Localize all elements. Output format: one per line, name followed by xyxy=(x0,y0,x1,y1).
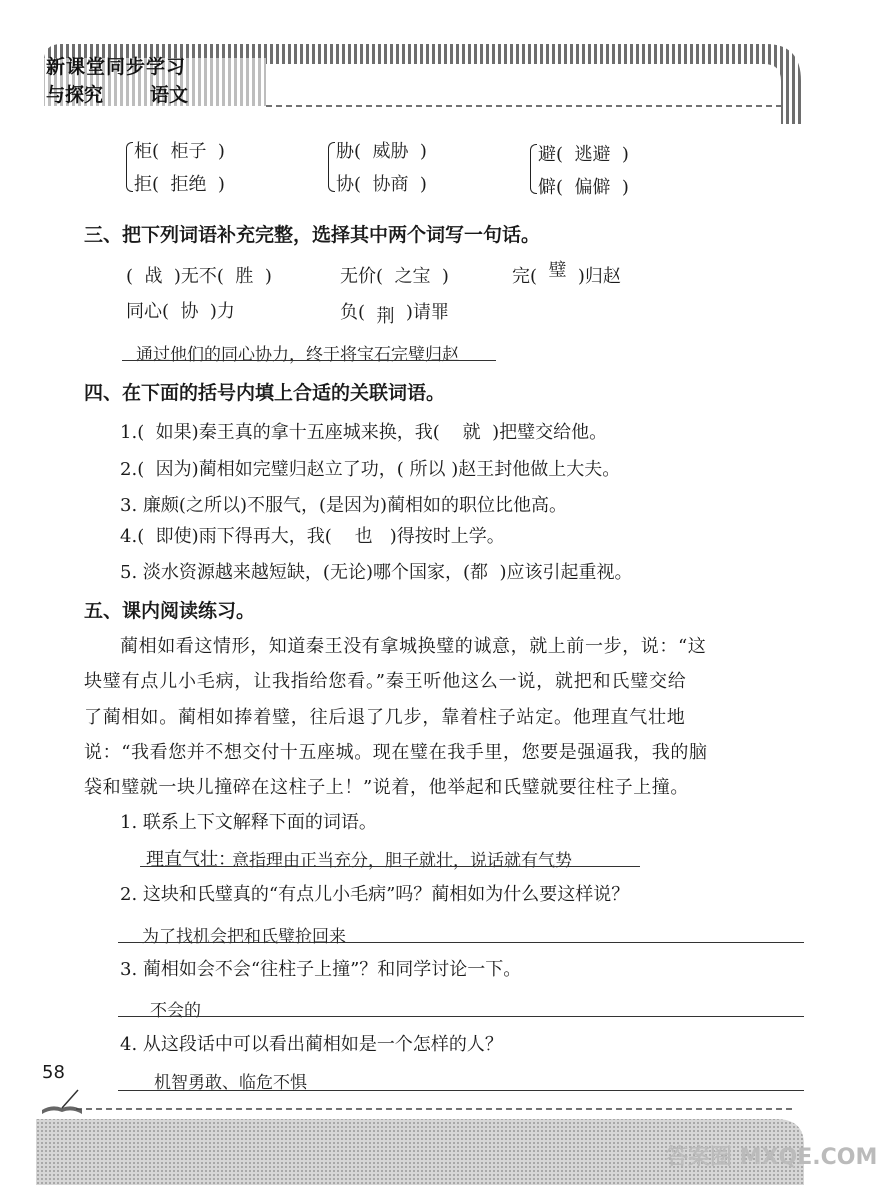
answer-line xyxy=(118,942,804,943)
passage-line: 块璧有点儿小毛病，让我指给您看。”秦王听他这么一说，就把和氏璧交给 xyxy=(84,671,687,692)
answer-line xyxy=(140,866,640,867)
question-1-answer: 意指理由正当充分，胆子就壮，说话就有气势 xyxy=(232,851,572,871)
section-4-title: 四、在下面的括号内填上合适的关联词语。 xyxy=(84,382,446,404)
idiom-4: 同心( 协 )力 xyxy=(126,301,235,322)
question-2: 2. 这块和氏璧真的“有点儿小毛病”吗？蔺相如为什么要这样说？ xyxy=(120,884,630,905)
idiom-5: 负( 荆 )请罪 xyxy=(340,302,449,327)
idiom-2: 无价( 之宝 ) xyxy=(340,266,449,287)
question-4-answer: 机智勇敢、临危不惧 xyxy=(154,1073,307,1093)
question-4: 4. 从这段话中可以看出蔺相如是一个怎样的人？ xyxy=(120,1034,503,1055)
question-2-answer: 为了找机会把和氏璧抢回来 xyxy=(142,927,346,947)
section-5-title: 五、课内阅读练习。 xyxy=(84,600,256,622)
passage-line: 了蔺相如。蔺相如捧着璧，往后退了几步，靠着柱子站定。他理直气壮地 xyxy=(84,707,686,728)
pair-1-top: 柜( 柜子 ) xyxy=(134,141,225,162)
pair-2-top: 胁( 威胁 ) xyxy=(336,141,427,162)
conj-item-2: 2.( 因为)蔺相如完璧归赵立了功，( 所以 )赵王封他做上大夫。 xyxy=(120,459,621,480)
pair-3-top: 避( 逃避 ) xyxy=(538,144,629,165)
answer-line xyxy=(118,1016,804,1017)
header-title: 新课堂同步学习 xyxy=(46,56,187,78)
page-number: 58 xyxy=(42,1062,65,1083)
conj-item-4: 4.( 即使)雨下得再大，我( 也 )得按时上学。 xyxy=(120,526,505,547)
pair-2-bottom: 协( 协商 ) xyxy=(336,174,427,195)
section-3-sentence: 通过他们的同心协力，终于将宝石完璧归赵 xyxy=(136,345,459,365)
pair-1-bottom: 拒( 拒绝 ) xyxy=(134,174,225,195)
question-3: 3. 蔺相如会不会“往柱子上撞”？和同学讨论一下。 xyxy=(120,959,522,980)
conj-item-3: 3. 廉颇(之所以)不服气，(是因为)蔺相如的职位比他高。 xyxy=(120,495,568,516)
header-subject: 语文 xyxy=(150,84,189,106)
passage-line: 说：“我看您并不想交付十五座城。现在璧在我手里，您要是强逼我，我的脑 xyxy=(84,742,708,763)
section-3-title: 三、把下列词语补充完整，选择其中两个词写一句话。 xyxy=(84,224,541,246)
idiom-1: ( 战 )无不( 胜 ) xyxy=(126,266,272,287)
answer-line xyxy=(118,1090,804,1091)
conj-item-1: 1.( 如果)秦王真的拿十五座城来换，我( 就 )把璧交给他。 xyxy=(120,422,608,443)
passage-line: 蔺相如看这情形，知道秦王没有拿城换璧的诚意，就上前一步，说：“这 xyxy=(120,636,707,657)
question-1-label: 理直气壮： xyxy=(146,849,236,870)
brace xyxy=(328,142,335,192)
header-subtitle: 与探究 xyxy=(46,84,104,106)
brace xyxy=(530,144,537,194)
passage-line: 袋和璧就一块儿撞碎在这柱子上！”说着，他举起和氏璧就要往柱子上撞。 xyxy=(84,777,689,798)
brace xyxy=(126,142,133,192)
watermark: 答案圈 MXQE.COM xyxy=(666,1145,877,1170)
question-3-answer: 不会的 xyxy=(150,1001,201,1021)
question-1: 1. 联系上下文解释下面的词语。 xyxy=(120,812,377,833)
answer-line xyxy=(122,360,496,361)
pair-3-bottom: 僻( 偏僻 ) xyxy=(538,177,629,198)
idiom-3: 完( 璧 )归赵 xyxy=(512,260,621,287)
conj-item-5: 5. 淡水资源越来越短缺，(无论)哪个国家，(都 )应该引起重视。 xyxy=(120,562,633,583)
